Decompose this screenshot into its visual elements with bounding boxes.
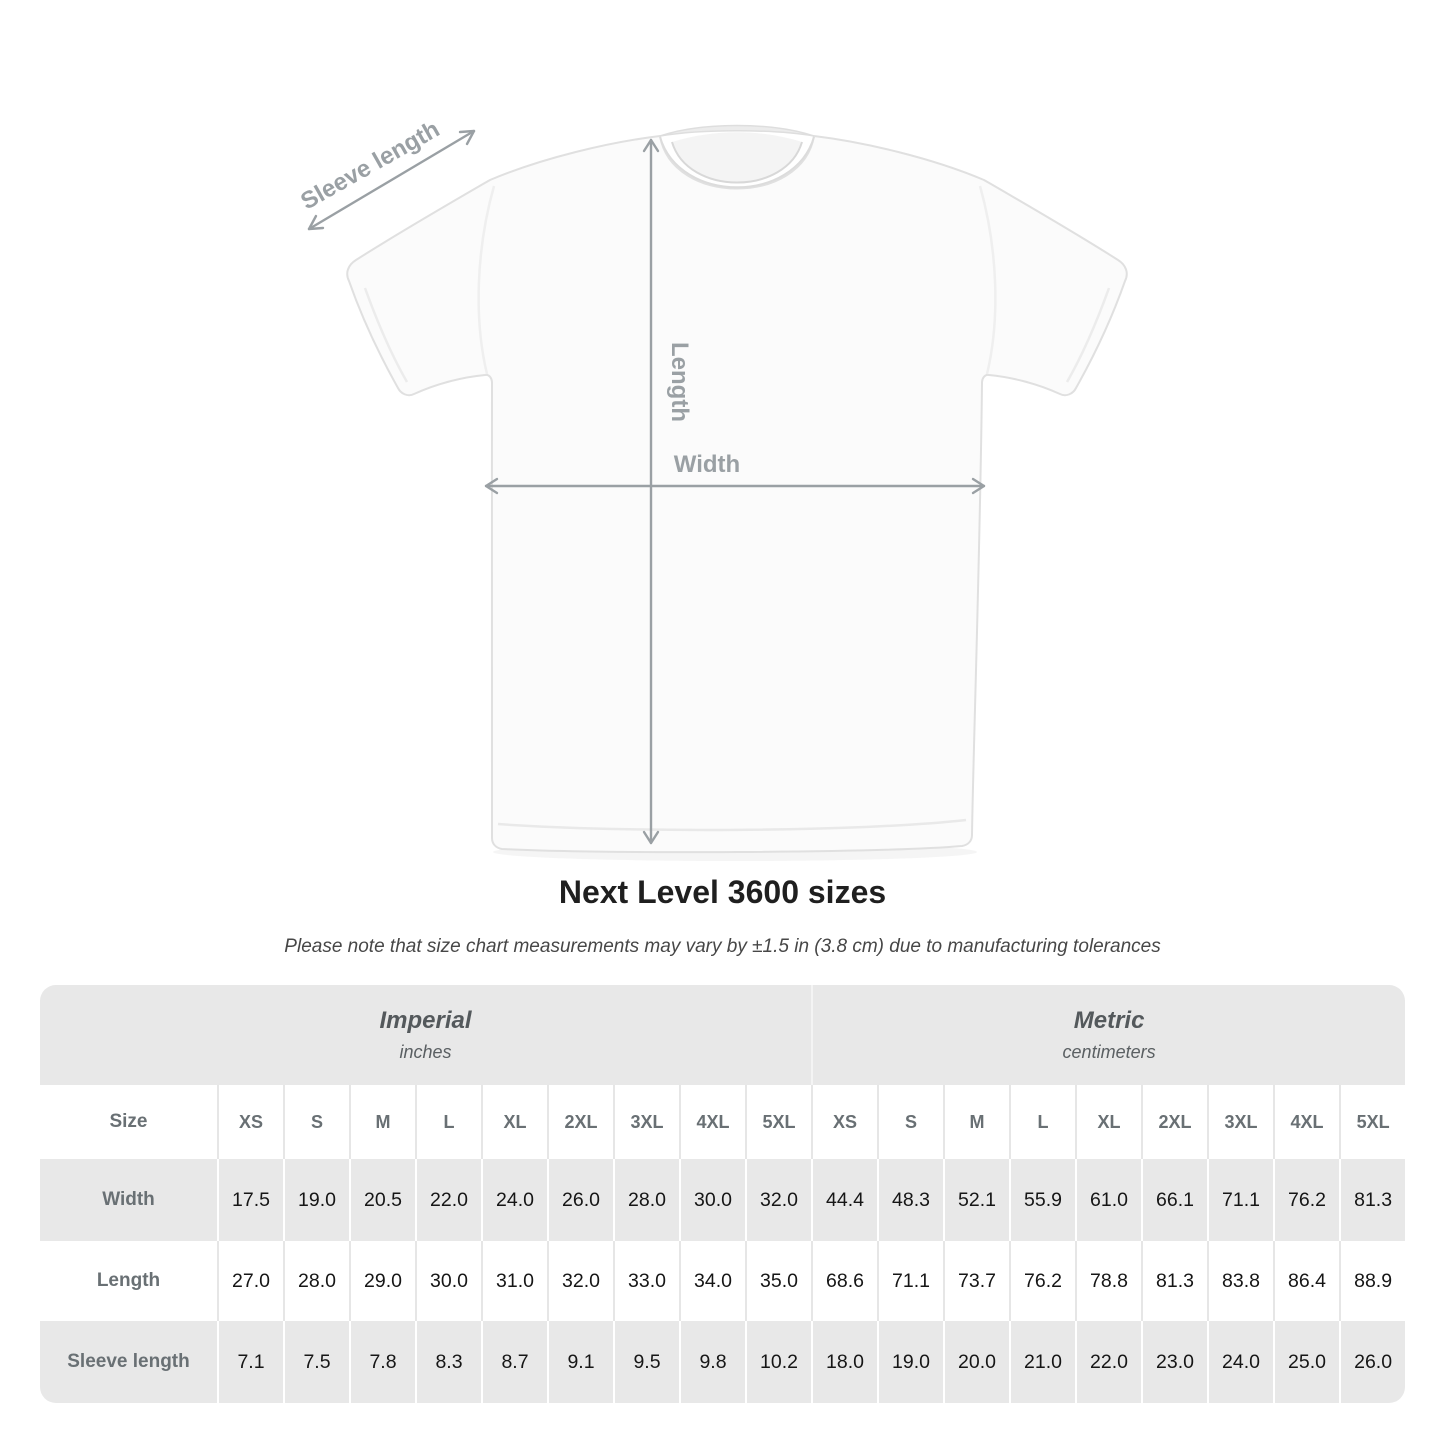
table-cell: 28.0 xyxy=(283,1241,349,1321)
table-cell: 24.0 xyxy=(1207,1321,1273,1403)
tshirt-diagram xyxy=(250,80,1200,880)
table-cell: 25.0 xyxy=(1273,1321,1339,1403)
table-row xyxy=(40,1159,1405,1241)
table-cell: 26.0 xyxy=(1339,1321,1405,1403)
table-cell: 18.0 xyxy=(811,1321,877,1403)
table-cell: 88.9 xyxy=(1339,1241,1405,1321)
table-cell: 27.0 xyxy=(217,1241,283,1321)
imperial-band xyxy=(40,985,811,1085)
table-cell: 29.0 xyxy=(349,1241,415,1321)
table-cell: 10.2 xyxy=(745,1321,811,1403)
size-header-cell: Size xyxy=(40,1085,217,1159)
page-title: Next Level 3600 sizes xyxy=(558,874,887,910)
size-col-header: 5XL xyxy=(745,1085,811,1159)
size-col-header: 5XL xyxy=(1339,1085,1405,1159)
table-cell: 20.0 xyxy=(943,1321,1009,1403)
size-col-header: 3XL xyxy=(613,1085,679,1159)
table-row xyxy=(40,1321,1405,1403)
imperial-band-title: Imperial xyxy=(379,1007,472,1034)
table-cell: 78.8 xyxy=(1075,1241,1141,1321)
table-cell: 86.4 xyxy=(1273,1241,1339,1321)
table-cell: 44.4 xyxy=(811,1159,877,1241)
size-col-header: M xyxy=(349,1085,415,1159)
table-cell: 20.5 xyxy=(349,1159,415,1241)
size-chart-table xyxy=(40,985,1405,1403)
metric-band xyxy=(811,985,1405,1085)
size-col-header: 4XL xyxy=(1273,1085,1339,1159)
table-cell: 73.7 xyxy=(943,1241,1009,1321)
table-cell: 28.0 xyxy=(613,1159,679,1241)
table-cell: 7.5 xyxy=(283,1321,349,1403)
table-cell: 66.1 xyxy=(1141,1159,1207,1241)
table-cell: 22.0 xyxy=(415,1159,481,1241)
size-col-header: M xyxy=(943,1085,1009,1159)
table-cell: 71.1 xyxy=(1207,1159,1273,1241)
size-col-header: 2XL xyxy=(1141,1085,1207,1159)
table-cell: 34.0 xyxy=(679,1241,745,1321)
table-cell: 35.0 xyxy=(745,1241,811,1321)
tshirt-silhouette xyxy=(347,136,1127,852)
table-cell: 8.7 xyxy=(481,1321,547,1403)
table-cell: 26.0 xyxy=(547,1159,613,1241)
table-cell: 23.0 xyxy=(1141,1321,1207,1403)
table-cell: 52.1 xyxy=(943,1159,1009,1241)
size-col-header: XS xyxy=(811,1085,877,1159)
table-cell: 9.5 xyxy=(613,1321,679,1403)
table-cell: 76.2 xyxy=(1009,1241,1075,1321)
metric-band-title: Metric xyxy=(1073,1007,1145,1034)
table-cell: 83.8 xyxy=(1207,1241,1273,1321)
table-cell: 61.0 xyxy=(1075,1159,1141,1241)
row-label: Sleeve length xyxy=(40,1321,217,1403)
size-col-header: L xyxy=(1009,1085,1075,1159)
width-label: Width xyxy=(673,451,741,478)
sleeve-length-label: Sleeve length xyxy=(296,115,445,216)
table-cell: 30.0 xyxy=(415,1241,481,1321)
row-label: Length xyxy=(40,1241,217,1321)
tolerance-note: Please note that size chart measurements may vary by ±1.5 in (3.8 cm) due to manufacturing tolerances xyxy=(284,936,1161,957)
row-label: Width xyxy=(40,1159,217,1241)
size-col-header: XL xyxy=(481,1085,547,1159)
size-col-header: S xyxy=(283,1085,349,1159)
table-cell: 55.9 xyxy=(1009,1159,1075,1241)
table-cell: 31.0 xyxy=(481,1241,547,1321)
size-col-header: 4XL xyxy=(679,1085,745,1159)
table-cell: 21.0 xyxy=(1009,1321,1075,1403)
table-cell: 24.0 xyxy=(481,1159,547,1241)
table-cell: 19.0 xyxy=(283,1159,349,1241)
table-cell: 19.0 xyxy=(877,1321,943,1403)
table-cell: 17.5 xyxy=(217,1159,283,1241)
table-cell: 32.0 xyxy=(547,1241,613,1321)
imperial-band-unit: inches xyxy=(399,1042,452,1062)
table-cell: 32.0 xyxy=(745,1159,811,1241)
size-col-header: XL xyxy=(1075,1085,1141,1159)
table-cell: 30.0 xyxy=(679,1159,745,1241)
size-col-header: S xyxy=(877,1085,943,1159)
table-cell: 22.0 xyxy=(1075,1321,1141,1403)
size-col-header: L xyxy=(415,1085,481,1159)
table-cell: 9.8 xyxy=(679,1321,745,1403)
table-cell: 9.1 xyxy=(547,1321,613,1403)
table-cell: 81.3 xyxy=(1339,1159,1405,1241)
size-col-header: 3XL xyxy=(1207,1085,1273,1159)
table-cell: 71.1 xyxy=(877,1241,943,1321)
size-col-header: 2XL xyxy=(547,1085,613,1159)
metric-band-unit: centimeters xyxy=(1062,1042,1156,1062)
table-cell: 7.8 xyxy=(349,1321,415,1403)
table-cell: 48.3 xyxy=(877,1159,943,1241)
table-cell: 8.3 xyxy=(415,1321,481,1403)
unit-band-row xyxy=(40,985,1405,1085)
table-cell: 81.3 xyxy=(1141,1241,1207,1321)
table-cell: 68.6 xyxy=(811,1241,877,1321)
length-label: Length xyxy=(666,342,693,422)
size-col-header: XS xyxy=(217,1085,283,1159)
size-header-row xyxy=(40,1085,1405,1159)
table-cell: 33.0 xyxy=(613,1241,679,1321)
table-cell: 76.2 xyxy=(1273,1159,1339,1241)
table-row xyxy=(40,1241,1405,1321)
table-cell: 7.1 xyxy=(217,1321,283,1403)
